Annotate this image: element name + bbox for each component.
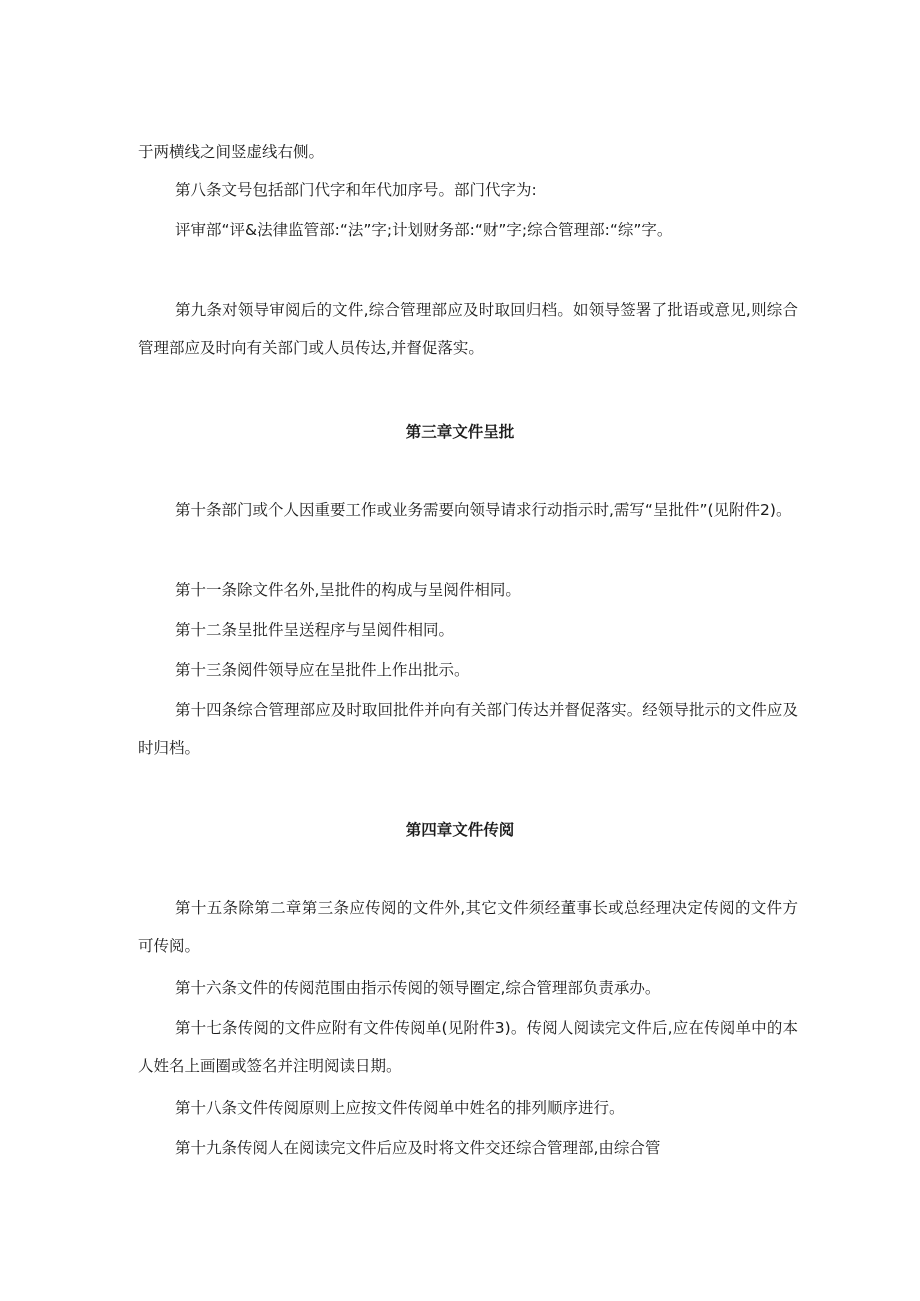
article-18: 第十八条文件传阅原则上应按文件传阅单中姓名的排列顺序进行。 — [175, 1099, 625, 1117]
article-13: 第十三条阅件领导应在呈批件上作出批示。 — [175, 661, 470, 679]
article-14: 第十四条综合管理部应及时取回批件并向有关部门传达并督促落实。经领导批示的文件应及时归档。 — [138, 701, 798, 757]
paragraph-line-continuation: 于两横线之间竖虚线右侧。 — [138, 143, 325, 161]
article-16: 第十六条文件的传阅范围由指示传阅的领导圈定,综合管理部负责承办。 — [175, 979, 661, 997]
article-19: 第十九条传阅人在阅读完文件后应及时将文件交还综合管理部,由综合管 — [175, 1139, 661, 1157]
article-11: 第十一条除文件名外,呈批件的构成与呈阅件相同。 — [175, 581, 521, 599]
chapter-3-heading: 第三章文件呈批 — [405, 423, 515, 441]
chapter-4-heading: 第四章文件传阅 — [405, 821, 515, 839]
article-12: 第十二条呈批件呈送程序与呈阅件相同。 — [175, 621, 455, 639]
article-8: 第八条文号包括部门代字和年代加序号。部门代字为: — [175, 181, 537, 199]
department-codes: 评审部“评&法律监管部:“法”字;计划财务部:“财”字;综合管理部:“综”字。 — [175, 221, 673, 239]
article-17: 第十七条传阅的文件应附有文件传阅单(见附件3)。传阅人阅读完文件后,应在传阅单中的本人姓名上画圈或签名并注明阅读日期。 — [138, 1019, 798, 1075]
article-9: 第九条对领导审阅后的文件,综合管理部应及时取回归档。如领导签署了批语或意见,则综合管理部应及时向有关部门或人员传达,并督促落实。 — [138, 301, 798, 357]
article-15: 第十五条除第二章第三条应传阅的文件外,其它文件须经董事长或总经理决定传阅的文件方可传阅。 — [138, 899, 798, 955]
article-10: 第十条部门或个人因重要工作或业务需要向领导请求行动指示时,需写“呈批件”(见附件2)。 — [175, 501, 792, 519]
